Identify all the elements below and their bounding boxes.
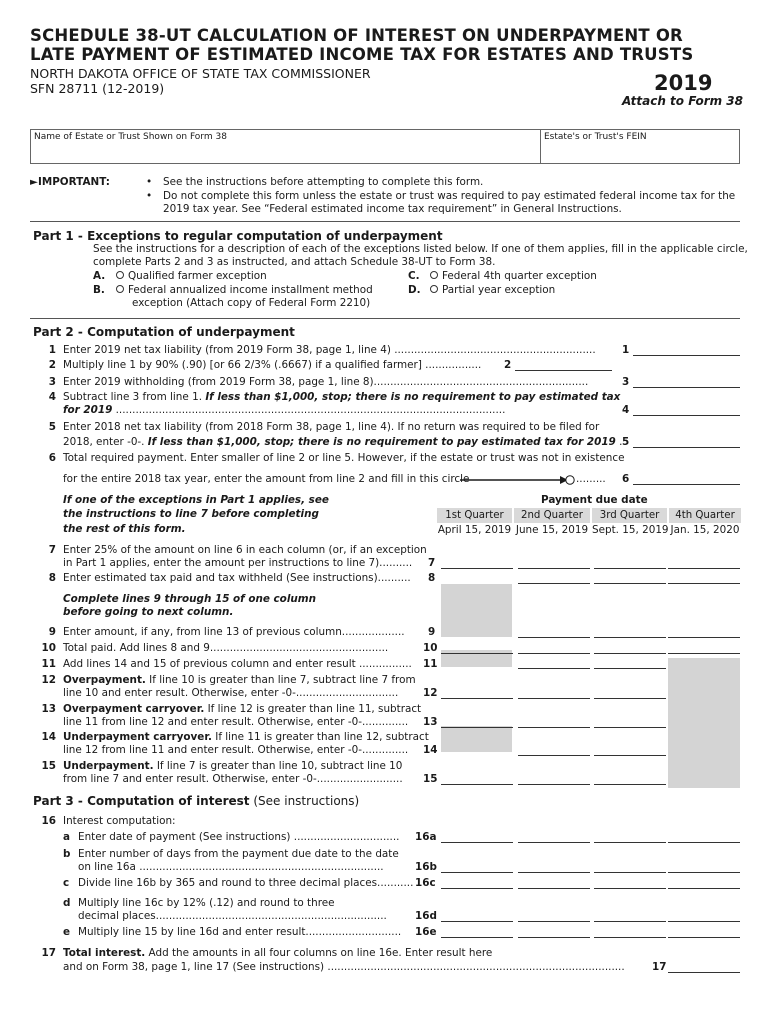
line-number: 9 — [48, 626, 56, 638]
line9-q3-input[interactable] — [594, 637, 666, 638]
line16a-q4-input[interactable] — [668, 842, 740, 843]
line7-label: Enter 25% of the amount on line 6 in each column (or, if an exception — [63, 544, 427, 556]
line8-q2-input[interactable] — [518, 583, 590, 584]
line-number: 16 — [41, 815, 56, 827]
radio-circle-icon[interactable] — [116, 285, 124, 293]
line14-label — [63, 731, 429, 743]
line9-q4-input[interactable] — [668, 637, 740, 638]
line-number: 16b — [415, 861, 437, 873]
line5-input[interactable] — [633, 447, 740, 448]
line7-q3-input[interactable] — [594, 568, 666, 569]
form-number: SFN 28711 (12-2019) — [30, 81, 165, 96]
sub-letter: e — [63, 926, 71, 938]
line12-q2-input[interactable] — [518, 698, 590, 699]
line5-label-line2 — [63, 436, 622, 448]
line14-label-line2: line 12 from line 11 and enter result. Otherwise, enter -0-.............. — [63, 744, 409, 756]
line-number: 8 — [48, 572, 56, 584]
line4-plain: Subtract line 3 from line 1. — [63, 391, 206, 403]
line10-label: Total paid. Add lines 8 and 9...................................................... — [63, 642, 389, 654]
line-number: 10 — [423, 642, 438, 654]
line-number: 16a — [415, 831, 437, 843]
line16c-label: Divide line 16b by 365 and round to three decimal places........... — [78, 877, 414, 889]
line2-input[interactable] — [515, 370, 612, 371]
line16b-label: Enter number of days from the payment due date to the date — [78, 848, 399, 860]
line-number: 14 — [423, 744, 438, 756]
line11-q3-input[interactable] — [594, 668, 666, 669]
line-number: 1 — [48, 344, 56, 356]
line-number: 16c — [415, 877, 436, 889]
part1-heading: Part 1 - Exceptions to regular computation of underpayment — [33, 229, 443, 243]
exception-b-label-line2: exception (Attach copy of Federal Form 2210) — [132, 297, 371, 309]
line16d-label: Multiply line 16c by 12% (.12) and round to three — [78, 897, 335, 909]
part3-note: (See instructions) — [249, 794, 360, 808]
estate-name-field[interactable] — [30, 129, 540, 164]
exceptions-note-line3: the rest of this form. — [63, 523, 186, 535]
shaded-cell — [668, 658, 740, 788]
line17-text: Add the amounts in all four columns on line 16e. Enter result here — [145, 947, 493, 959]
line17-title: Total interest. — [63, 947, 146, 959]
exception-d-label: Partial year exception — [442, 284, 556, 296]
line7-label-line2: in Part 1 applies, enter the amount per instructions to line 7).......... — [63, 557, 413, 569]
line14-text: If line 11 is greater than line 12, subtract — [211, 731, 429, 743]
shaded-cell — [441, 726, 512, 752]
exceptions-note-line1: If one of the exceptions in Part 1 applies, see — [63, 494, 329, 506]
line-number: 17 — [41, 947, 56, 959]
due-date-q3: Sept. 15, 2019 — [592, 524, 669, 536]
line11-label: Add lines 14 and 15 of previous column and enter result ................ — [63, 658, 412, 670]
line16e-q2-input[interactable] — [518, 937, 590, 938]
line6-label: Total required payment. Enter smaller of line 2 or line 5. However, if the estate or trust was not in existence — [63, 452, 625, 464]
line7-q4-input[interactable] — [668, 568, 740, 569]
line15-q2-input[interactable] — [518, 784, 590, 785]
line-number: 6 — [622, 473, 630, 485]
line15-label-line2: from line 7 and enter result. Otherwise, enter -0-.......................... — [63, 773, 403, 785]
line17-input[interactable] — [668, 972, 740, 973]
line6-input[interactable] — [633, 484, 740, 485]
line16d-q1-input[interactable] — [441, 921, 513, 922]
line-number: 2 — [504, 359, 512, 371]
important-bullet1: See the instructions before attempting to complete this form. — [163, 176, 484, 188]
attach-note: Attach to Form 38 — [622, 94, 744, 108]
line-number: 6 — [48, 452, 56, 464]
line12-title: Overpayment. — [63, 674, 146, 686]
line4-warning-year: for 2019 — [63, 404, 113, 416]
line16-label: Interest computation: — [63, 815, 176, 827]
bullet-icon: • — [146, 176, 153, 188]
fein-field[interactable] — [540, 129, 740, 164]
line5-end: . — [615, 436, 623, 448]
line16d-q3-input[interactable] — [594, 921, 666, 922]
line5-warning: If less than $1,000, stop; there is no requirement to pay estimated tax for 2019 — [147, 436, 616, 448]
important-bullet2-line2: 2019 tax year. See “Federal estimated income tax requirement” in General Instructions. — [163, 203, 622, 215]
form-title-line2: LATE PAYMENT OF ESTIMATED INCOME TAX FOR ESTATES AND TRUSTS — [30, 45, 694, 64]
line16e-q3-input[interactable] — [594, 937, 666, 938]
line12-text: If line 10 is greater than line 7, subtract line 7 from — [145, 674, 416, 686]
line9-q2-input[interactable] — [518, 637, 590, 638]
payment-due-date-heading: Payment due date — [541, 494, 648, 506]
line3-label: Enter 2019 withholding (from 2019 Form 38, page 1, line 8)................................................................. — [63, 376, 589, 388]
line15-text: If line 7 is greater than line 10, subtract line 10 — [153, 760, 403, 772]
line16c-q2-input[interactable] — [518, 888, 590, 889]
line-number: 5 — [48, 421, 56, 433]
line16b-q1-input[interactable] — [441, 872, 513, 873]
line15-q3-input[interactable] — [594, 784, 666, 785]
line16b-q4-input[interactable] — [668, 872, 740, 873]
line16a-label: Enter date of payment (See instructions) ................................ — [78, 831, 400, 843]
line-number: 4 — [622, 404, 630, 416]
line4-dots: ...................................................................................................................... — [112, 404, 506, 416]
exception-a-label: Qualified farmer exception — [128, 270, 267, 282]
tax-year: 2019 — [654, 71, 713, 95]
line8-q4-input[interactable] — [668, 583, 740, 584]
line12-label-line2: line 10 and enter result. Otherwise, enter -0-............................... — [63, 687, 399, 699]
line-number: 15 — [423, 773, 438, 785]
line-number: 8 — [428, 572, 436, 584]
line16d-q4-input[interactable] — [668, 921, 740, 922]
exception-b-letter: B. — [93, 284, 105, 296]
line2-label: Multiply line 1 by 90% (.90) [or 66 2/3% (.6667) if a qualified farmer] ................. — [63, 359, 482, 371]
line13-label — [63, 703, 421, 715]
line-number: 14 — [41, 731, 56, 743]
line5-plain: 2018, enter -0-. — [63, 436, 148, 448]
line11-q2-input[interactable] — [518, 668, 590, 669]
line-number: 3 — [622, 376, 630, 388]
line15-label — [63, 760, 402, 772]
arrow-to-circle-icon — [460, 473, 576, 487]
line-number: 7 — [428, 557, 436, 569]
column-instruction-line2: before going to next column. — [63, 606, 234, 618]
line-number: 11 — [423, 658, 438, 670]
line16b-label-line2: on line 16a .......................................................................... — [78, 861, 384, 873]
line14-q3-input[interactable] — [594, 755, 666, 756]
due-date-q1: April 15, 2019 — [437, 524, 512, 536]
sub-letter: d — [63, 897, 71, 909]
line12-q3-input[interactable] — [594, 698, 666, 699]
exception-c-label: Federal 4th quarter exception — [442, 270, 597, 282]
line15-title: Underpayment. — [63, 760, 154, 772]
line6-label-line2: for the entire 2018 tax year, enter the amount from line 2 and fill in this circle — [63, 473, 470, 485]
line8-q3-input[interactable] — [594, 583, 666, 584]
line10-q1-input[interactable] — [441, 653, 513, 654]
due-date-q4: Jan. 15, 2020 — [670, 524, 740, 536]
line-number: 9 — [428, 626, 436, 638]
line6-dots: ......... — [576, 473, 606, 485]
line14-title: Underpayment carryover. — [63, 731, 212, 743]
line16d-label-line2: decimal places...................................................................... — [78, 910, 387, 922]
line16e-q4-input[interactable] — [668, 937, 740, 938]
line10-q3-input[interactable] — [594, 653, 666, 654]
line7-q1-input[interactable] — [441, 568, 513, 569]
line10-q2-input[interactable] — [518, 653, 590, 654]
line13-q3-input[interactable] — [594, 727, 666, 728]
sub-letter: c — [63, 877, 70, 889]
line3-input[interactable] — [633, 387, 740, 388]
line13-q2-input[interactable] — [518, 727, 590, 728]
exception-c-option[interactable] — [430, 270, 597, 282]
line-number: 4 — [48, 391, 56, 403]
line16a-q3-input[interactable] — [594, 842, 666, 843]
divider — [30, 221, 740, 222]
line1-input[interactable] — [633, 355, 740, 356]
line4-label-line2 — [63, 404, 505, 416]
line-number: 1 — [622, 344, 630, 356]
line16d-q2-input[interactable] — [518, 921, 590, 922]
line4-warning: If less than $1,000, stop; there is no requirement to pay estimated tax — [205, 391, 621, 403]
divider — [30, 318, 740, 319]
exceptions-note-line2: the instructions to line 7 before completing — [63, 508, 319, 520]
line8-label: Enter estimated tax paid and tax withheld (See instructions).......... — [63, 572, 411, 584]
exception-b-option[interactable] — [116, 284, 373, 296]
line13-title: Overpayment carryover. — [63, 703, 205, 715]
line-number: 15 — [41, 760, 56, 772]
line17-label — [63, 947, 492, 959]
line10-q4-input[interactable] — [668, 653, 740, 654]
radio-circle-icon[interactable] — [430, 271, 438, 279]
quarter-3-header: 3rd Quarter — [592, 508, 667, 523]
line13-label-line2: line 11 from line 12 and enter result. Otherwise, enter -0-.............. — [63, 716, 409, 728]
line5-label: Enter 2018 net tax liability (from 2018 Form 38, page 1, line 4). If no return was required to be filed for — [63, 421, 600, 433]
exception-c-letter: C. — [408, 270, 420, 282]
exception-b-label: Federal annualized income installment method — [128, 284, 373, 296]
line16c-q4-input[interactable] — [668, 888, 740, 889]
line-number: 16e — [415, 926, 437, 938]
part1-intro-line1: See the instructions for a description of each of the exceptions listed below. If one of them applies, fill in the applicable circle, — [93, 243, 748, 255]
line16a-q2-input[interactable] — [518, 842, 590, 843]
quarter-4-header: 4th Quarter — [669, 508, 741, 523]
quarter-1-header: 1st Quarter — [437, 508, 512, 523]
estate-name-label: Name of Estate or Trust Shown on Form 38 — [34, 132, 227, 142]
important-bullet2-line1: Do not complete this form unless the estate or trust was required to pay estimated federal income tax for the — [163, 190, 736, 202]
line-number: 12 — [423, 687, 438, 699]
line12-label — [63, 674, 416, 686]
exception-d-option[interactable] — [430, 284, 555, 296]
fein-label: Estate's or Trust's FEIN — [544, 132, 647, 142]
line13-text: If line 12 is greater than line 11, subtract — [204, 703, 422, 715]
quarter-2-header: 2nd Quarter — [514, 508, 590, 523]
line16a-q1-input[interactable] — [441, 842, 513, 843]
radio-circle-icon[interactable] — [430, 285, 438, 293]
line-number: 3 — [48, 376, 56, 388]
line16b-q2-input[interactable] — [518, 872, 590, 873]
exception-a-option[interactable] — [116, 270, 267, 282]
line9-label: Enter amount, if any, from line 13 of previous column................... — [63, 626, 405, 638]
line-number: 13 — [423, 716, 438, 728]
line7-q2-input[interactable] — [518, 568, 590, 569]
radio-circle-icon[interactable] — [116, 271, 124, 279]
line16b-q3-input[interactable] — [594, 872, 666, 873]
part2-heading: Part 2 - Computation of underpayment — [33, 325, 295, 339]
shaded-cell — [441, 584, 512, 637]
line4-input[interactable] — [633, 415, 740, 416]
part1-intro-line2: complete Parts 2 and 3 as instructed, and attach Schedule 38-UT to Form 38. — [93, 256, 496, 268]
line-number: 17 — [652, 961, 667, 973]
line-number: 10 — [41, 642, 56, 654]
due-date-q2: June 15, 2019 — [515, 524, 589, 536]
bullet-icon: • — [146, 190, 153, 202]
exception-d-letter: D. — [408, 284, 421, 296]
line13-q1-input[interactable] — [441, 727, 513, 728]
line-number: 7 — [48, 544, 56, 556]
line12-q1-input[interactable] — [441, 698, 513, 699]
agency-name: NORTH DAKOTA OFFICE OF STATE TAX COMMISSIONER — [30, 66, 371, 81]
line16e-label: Multiply line 15 by line 16d and enter result............................. — [78, 926, 402, 938]
line-number: 2 — [48, 359, 56, 371]
line-number: 16d — [415, 910, 437, 922]
line-number: 12 — [41, 674, 56, 686]
line16e-q1-input[interactable] — [441, 937, 513, 938]
sub-letter: a — [63, 831, 71, 843]
part3-title: Part 3 - Computation of interest — [33, 794, 250, 808]
line16c-q3-input[interactable] — [594, 888, 666, 889]
sub-letter: b — [63, 848, 71, 860]
part3-heading — [33, 794, 359, 808]
form-title-line1: SCHEDULE 38-UT CALCULATION OF INTEREST ON UNDERPAYMENT OR — [30, 26, 683, 45]
exception-a-letter: A. — [93, 270, 106, 282]
line17-label-line2: and on Form 38, page 1, line 17 (See instructions) .......................................................................................... — [63, 961, 625, 973]
line-number: 13 — [41, 703, 56, 715]
important-label: ►IMPORTANT: — [30, 176, 110, 188]
line-number: 5 — [622, 436, 630, 448]
column-instruction-line1: Complete lines 9 through 15 of one column — [63, 593, 316, 605]
line16c-q1-input[interactable] — [441, 888, 513, 889]
line-number: 11 — [41, 658, 56, 670]
line4-label — [63, 391, 620, 403]
line14-q2-input[interactable] — [518, 755, 590, 756]
line15-q1-input[interactable] — [441, 784, 513, 785]
line1-label: Enter 2019 net tax liability (from 2019 Form 38, page 1, line 4) ............................................................. — [63, 344, 596, 356]
